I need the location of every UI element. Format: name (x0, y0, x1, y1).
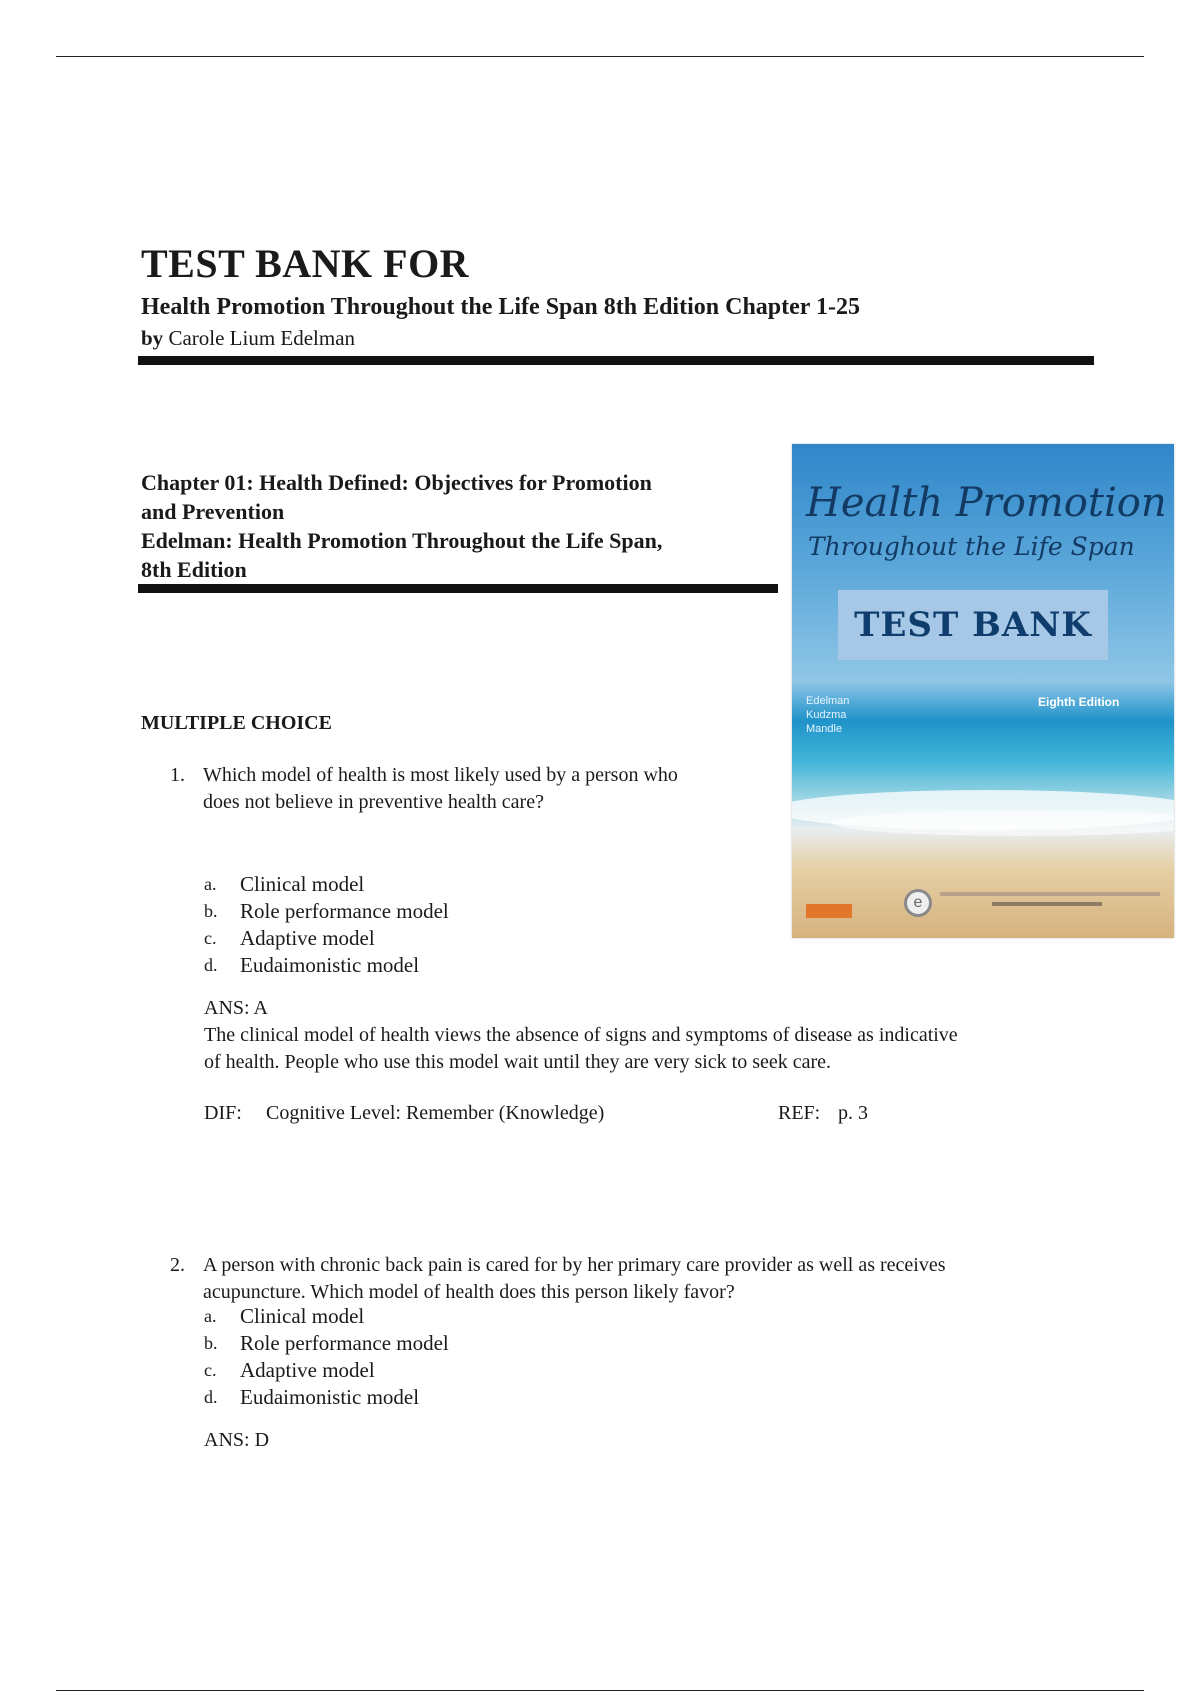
reference-value: p. 3 (838, 1102, 868, 1124)
stem-line: does not believe in preventive health care? (203, 791, 544, 813)
option-text: Eudaimonistic model (240, 953, 420, 977)
author-name: Carole Lium Edelman (168, 326, 356, 350)
cover-wave (832, 810, 1174, 836)
page-title: TEST BANK FOR (141, 241, 470, 286)
section-heading: MULTIPLE CHOICE (141, 712, 332, 734)
rationale-line: of health. People who use this model wait until they are very sick to seek care. (204, 1051, 832, 1073)
stem-line: A person with chronic back pain is cared for by her primary care provider as well as receives (203, 1254, 946, 1276)
cover-fine-print (992, 902, 1102, 906)
difficulty-label: DIF: (204, 1102, 242, 1124)
question-stem (203, 762, 678, 816)
chapter-line: Edelman: Health Promotion Throughout the Life Span, (141, 528, 663, 553)
stem-line: acupuncture. Which model of health does this person likely favor? (203, 1281, 735, 1303)
option-text: Role performance model (240, 899, 449, 923)
option-text: Clinical model (240, 872, 365, 896)
chapter-line: Chapter 01: Health Defined: Objectives for Promotion (141, 470, 652, 495)
by-label: by (141, 326, 164, 350)
cover-author: Mandle (806, 723, 843, 735)
difficulty-value: Cognitive Level: Remember (Knowledge) (266, 1102, 605, 1124)
cover-subtitle: Throughout the Life Span (808, 532, 1135, 561)
cover-banner-text: TEST BANK (854, 605, 1092, 645)
publisher-logo-icon (806, 904, 852, 918)
answer-key: ANS: A (204, 997, 268, 1019)
option-letter: b. (204, 901, 218, 921)
question-number: 2. (170, 1254, 185, 1276)
chapter-line: and Prevention (141, 499, 285, 524)
chapter-heading (141, 468, 781, 584)
question-stem (203, 1252, 945, 1306)
cover-author: Kudzma (806, 709, 847, 721)
option-text: Adaptive model (240, 926, 375, 950)
option-text: Adaptive model (240, 1358, 375, 1382)
ebook-badge-icon: e (904, 889, 932, 917)
question-1 (170, 762, 770, 822)
cover-author: Edelman (806, 695, 850, 707)
top-rule (56, 56, 1144, 57)
question-number: 1. (170, 764, 185, 786)
option-text: Eudaimonistic model (240, 1385, 420, 1409)
option-text: Clinical model (240, 1304, 365, 1328)
option-letter: d. (204, 1387, 218, 1407)
title-divider (138, 356, 1094, 365)
option-letter: b. (204, 1333, 218, 1353)
rationale-line: The clinical model of health views the absence of signs and symptoms of disease as indicative (204, 1024, 958, 1046)
reference-label: REF: (778, 1102, 821, 1124)
answer-key: ANS: D (204, 1429, 270, 1451)
option-letter: d. (204, 955, 218, 975)
option-text: Role performance model (240, 1331, 449, 1355)
cover-edition: Eighth Edition (1038, 695, 1120, 709)
chapter-divider (138, 584, 778, 593)
cover-fine-print (940, 892, 1160, 896)
option-letter: a. (204, 874, 217, 894)
book-subtitle: Health Promotion Throughout the Life Span 8th Edition Chapter 1-25 (141, 294, 860, 320)
stem-line: Which model of health is most likely used by a person who (203, 764, 678, 786)
option-letter: c. (204, 928, 217, 948)
chapter-line: 8th Edition (141, 557, 247, 582)
book-cover-image (792, 444, 1174, 938)
bottom-rule (56, 1690, 1144, 1691)
author-line (141, 326, 355, 351)
rationale (204, 1022, 1134, 1076)
cover-title: Health Promotion (806, 480, 1167, 526)
option-letter: a. (204, 1306, 217, 1326)
option-letter: c. (204, 1360, 217, 1380)
cover-authors (806, 694, 849, 736)
